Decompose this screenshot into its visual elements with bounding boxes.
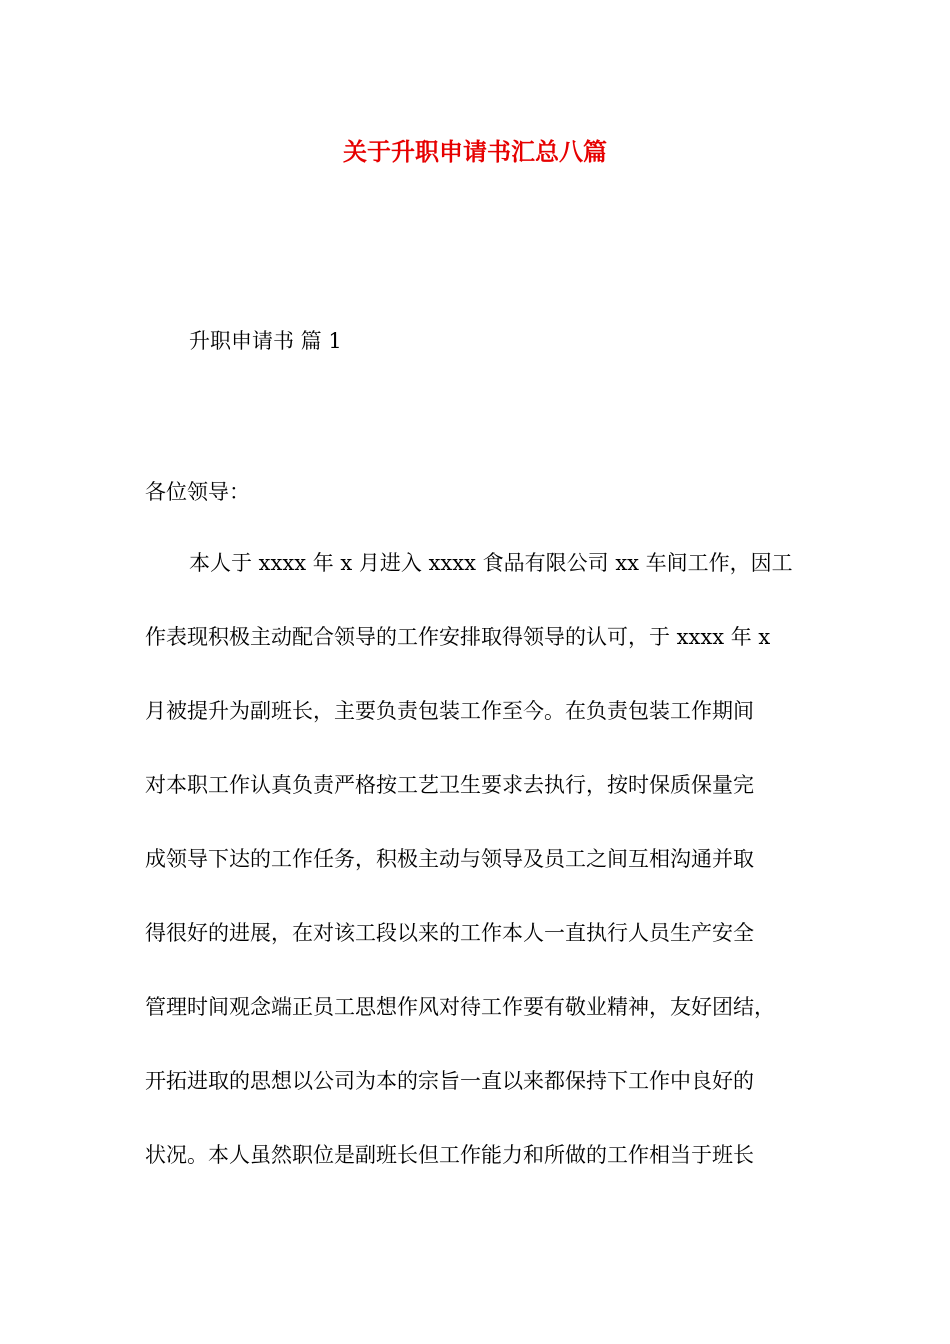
body-line: 成领导下达的工作任务，积极主动与领导及员工之间互相沟通并取 [145, 847, 754, 871]
salutation: 各位领导： [145, 480, 250, 504]
section-heading: 升职申请书 篇 1 [189, 329, 342, 353]
body-line: 得很好的进展，在对该工段以来的工作本人一直执行人员生产安全 [145, 921, 754, 945]
body-line: 月被提升为副班长，主要负责包装工作至今。在负责包装工作期间 [145, 699, 754, 723]
body-paragraph [145, 548, 825, 1214]
body-line: 对本职工作认真负责严格按工艺卫生要求去执行，按时保质保量完 [145, 773, 754, 797]
body-line: 作表现积极主动配合领导的工作安排取得领导的认可，于 xxxx 年 x [145, 625, 771, 649]
document-title: 关于升职申请书汇总八篇 [343, 138, 607, 166]
body-line: 开拓进取的思想以公司为本的宗旨一直以来都保持下工作中良好的 [145, 1069, 754, 1093]
body-line: 状况。本人虽然职位是副班长但工作能力和所做的工作相当于班长 [145, 1143, 754, 1167]
body-line: 管理时间观念端正员工思想作风对待工作要有敬业精神，友好团结， [145, 995, 775, 1019]
body-line: 本人于 xxxx 年 x 月进入 xxxx 食品有限公司 xx 车间工作，因工 [189, 551, 793, 575]
